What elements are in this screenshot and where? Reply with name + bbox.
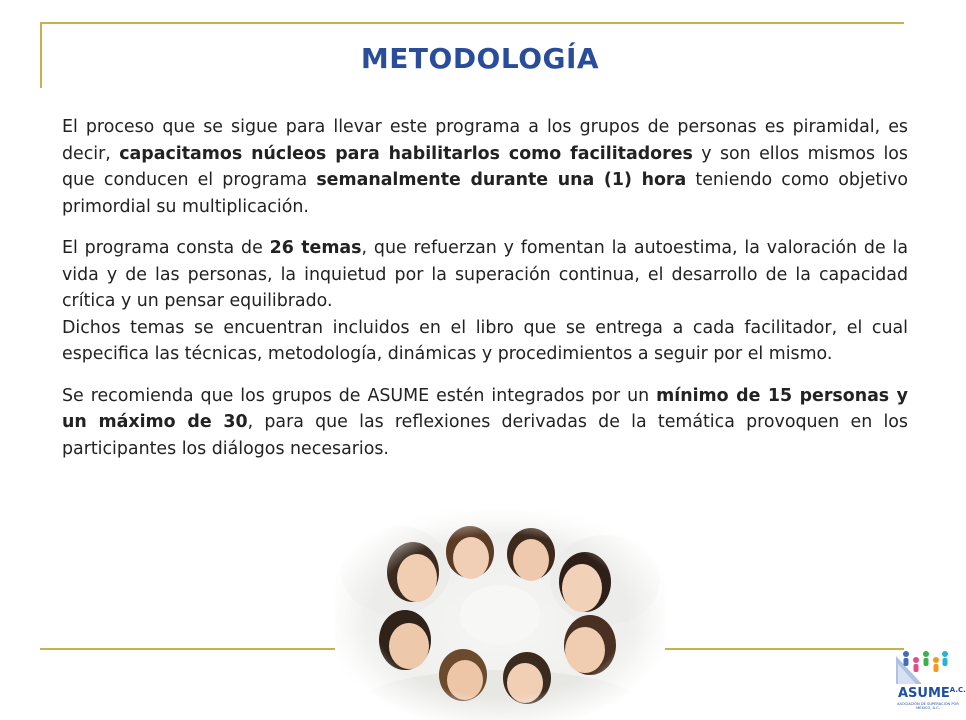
- logo-wordmark: [898, 686, 966, 701]
- body-text: [62, 114, 908, 462]
- logo-name: ASUME: [898, 686, 950, 701]
- text-run: y son ellos mismos los que conducen el programa: [62, 143, 908, 190]
- paragraph-libro: [62, 315, 908, 368]
- slide-title: METODOLOGÍA: [360, 42, 600, 75]
- group-photo: [335, 510, 665, 720]
- bold-run: mínimo de 15 personas y un máximo de 30: [62, 385, 909, 432]
- bold-run: capacitamos núcleos para habilitarlos como facilitadores: [119, 143, 693, 164]
- logo-figures-icon: [896, 651, 948, 684]
- paragraph-temas: [62, 235, 908, 315]
- frame-top-line: [40, 22, 904, 24]
- paragraph-proceso: [62, 114, 908, 220]
- logo-suffix: A.C.: [949, 686, 966, 694]
- text-run: El proceso que se sigue para llevar este programa a los grupos de personas es piramidal, es decir,: [62, 117, 908, 164]
- text-run: teniendo como objetivo primordial su multiplicación.: [62, 170, 908, 217]
- bold-run: 26 temas: [269, 238, 362, 258]
- text-run: Dichos temas se encuentran incluidos en el libro que se entrega a cada facilitador, el cual especifica las técnicas, metodología, dinámicas y procedimientos a seguir por el mismo.: [62, 317, 908, 364]
- paragraph-grupos: [62, 383, 908, 463]
- logo-subtitle: ASOCIACIÓN DE SUPERACIÓN POR MÉXICO, A.C.: [897, 702, 959, 711]
- text-run: , que refuerzan y fomentan la autoestima, la valoración de la vida y de las personas, la inquietud por la superación continua, el desarrollo de la capacidad crítica y un pensar equilibrado.: [62, 238, 908, 311]
- text-run: , para que las reflexiones derivadas de la temática provoquen en los participantes los diálogos necesarios.: [62, 412, 908, 459]
- bold-run: semanalmente durante una (1) hora: [316, 170, 687, 190]
- text-run: El programa consta de: [62, 238, 270, 258]
- text-run: Se recomienda que los grupos de ASUME estén integrados por un: [62, 385, 657, 406]
